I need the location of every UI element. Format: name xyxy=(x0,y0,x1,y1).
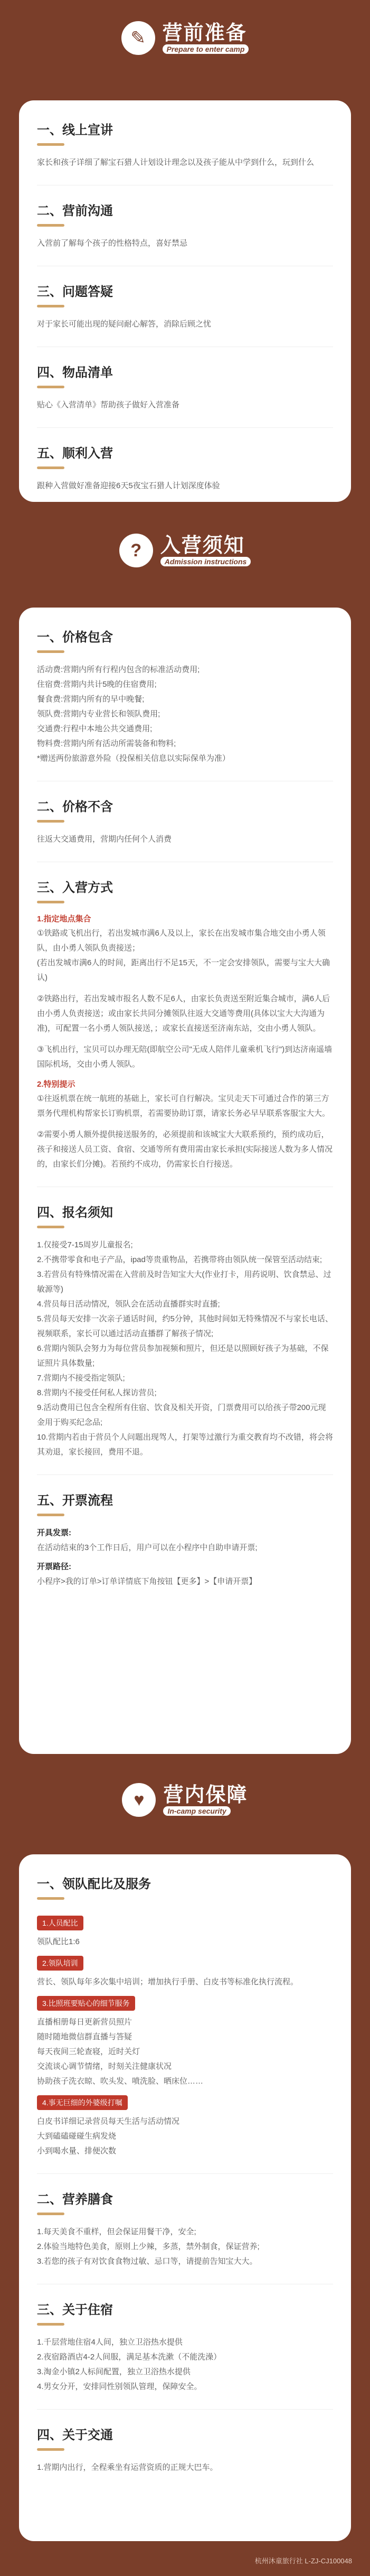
section-title: 营前准备 xyxy=(162,22,247,44)
list-item: 一、线上宣讲 家长和孩子详细了解宝石猎人计划设计理念以及孩子能从中学到什么，玩到什么 xyxy=(37,123,315,167)
section-title: 入营须知 xyxy=(160,534,245,557)
status-badge: 2.领队培训 xyxy=(37,1956,83,1971)
shield-icon: ♥ xyxy=(122,1783,156,1817)
card-prepare xyxy=(19,100,351,502)
list-item: 二、营前沟通 入营前了解每个孩子的性格特点，喜好禁忌 xyxy=(37,204,188,248)
question-bubble-icon: ? xyxy=(119,534,153,567)
section-subtitle: Admission instructions xyxy=(160,557,251,566)
section-title: 营内保障 xyxy=(163,1784,248,1806)
footer-license: 杭州沐童旅行社 L-ZJ-CJ100048 xyxy=(254,2557,352,2565)
card-security: 一、领队配比及服务 1.人员配比 领队配比1:6 2.领队培训 营长、领队每年多次集中培训；增加执行手册、白皮书等标准化执行流程。 3.比照班要贴心的细节服务 直播相册每日更新营员照片 随时随地微信群直播与答疑 每天夜间三轮查寝，近时关灯 交流谈心调节情绪，时刻关注健康状况 协助孩子洗衣晾、吹头发、喷洗脸、晒床位…… 4.事无巨细的外婆级打嘱 白皮书详细记录营员每天生活与活动情况 大到磕磕碰碰生病发烧 小到喝水量、排便次数 二、营养膳食 1.每天美食不重样，但会保证用餐干净，安全; 2.体验当地特色美食，原则上少辣，多蒸，禁外制食，保证营养; 3.若您的孩子有对饮食食物过敏、忌口等，请提前告知宝大大。 三、关于住宿 1.千层营地住宿4人间，独立卫浴热水提供 2.夜宿路酒店4-2人间服，满足基本洗漱（不能洗澡） 3.淘金小镇2人标间配置，独立卫浴热水提供 4.男女分开，安排同性别领队管理，保障安全。 四、关于交通 1.营期内出行，全程乘坐有运营资质的正规大巴车。 xyxy=(19,1854,351,2541)
list-item: 三、问题答疑 对于家长可能出现的疑问耐心解答，消除后顾之忧 xyxy=(37,285,212,329)
status-badge: 1.人员配比 xyxy=(37,1916,83,1930)
section-header-security xyxy=(0,1783,370,1817)
section-subtitle: Prepare to enter camp xyxy=(163,44,249,54)
list-item: 四、物品清单 贴心《入营清单》帮助孩子做好入营准备 xyxy=(37,366,180,409)
section-header-instructions xyxy=(0,534,370,567)
section-subtitle: In-camp security xyxy=(163,1806,230,1816)
clipboard-icon: ✎ xyxy=(121,21,155,55)
status-badge: 4.事无巨细的外婆级打嘱 xyxy=(37,2095,128,2110)
card-instructions: 一、价格包含 活动费:营期内所有行程内包含的标准活动费用; 住宿费:营期内共计5晚的住宿费用; 餐食费:营期内所有的早中晚餐; 领队费:营期内专业营长和领队费用; 交通费:行程中本地公共交通费用; 物料费:营期内所有活动所需装备和物料; *赠送两份旅游意外险（投保相关信息以实际保单为准） 二、价格不含 往返大交通费用，营期内任何个人消费 三、入营方式 1.指定地点集合 ①铁路或飞机出行，若出发城市满6人及以上，家长在出发城市集合地交由小勇人领队，由小勇人领队负责接送； (若出发城市满6人的时间，距离出行不足15天，不一定会安排领队，需要与宝大大确认) ②铁路出行，若出发城市报名人数不足6人，由家长负责送至附近集合城市，满6人后由小勇人负责接送；或由家长共同分摊领队往返大交通等费用(具体以宝大大沟通为准)，可配置一名小勇人领队接送，；或家长直接送至济南东站，交由小勇人领队。 ③飞机出行，宝贝可以办理无陪(即航空公司"无成人陪伴儿童乘机飞行")到达济南遥墙国际机场，交由小勇人领队。 2.特别提示 ①往返机票在统一航班的基础上，家长可自行解决。宝贝走天下可通过合作的第三方票务代理机构帮家长订购机票，若需要协助订票，请家长务必早早联系客服宝大大。 ②需要小勇人额外提供接送服务的，必须提前和该城宝大大联系预约，预约成功后，孩子和接送人员工资、食宿、交通等所有费用需由家长承担(实际接送人数为多人情况的，由家长们分摊)。若预约不成功，仍需家长自行接送。 四、报名须知 1.仅接受7-15周岁儿童报名; 2.不携带零食和电子产品，ipad等贵重物品，若携带将由领队统一保管至活动结束; 3.若营员有特殊情况需在入营前及时告知宝大大(作业打卡，用药说明、饮食禁忌、过敏源等) 4.营员每日活动情况，领队会在活动直播群实时直播; 5.营员每天安排一次亲子通话时间，约5分钟，其他时间如无特殊情况不与家长电话、视频联系，家长可以通过活动直播群了解孩子情况; 6.营期内领队会努力为每位营员参加视频和照片，但还是以照顾好孩子为基础，不保证照片具体数量; 7.营期内不接受指定领队; 8.营期内不接受任何私人探访营员; 9.活动费用已包含全程所有住宿、饮食及相关开资，门票费用可以给孩子带200元现金用于购买纪念品; 10.营期内若由于营员个人问题出现驾人，打架等过激行为重交教育均不改错，将会将其劝退，家长接回，费用不退。 五、开票流程 开具发票: 在活动结束的3个工作日后，用户可以在小程序中自助申请开票; 开票路径: 小程序>我的订单>订单详情底下角按钮【更多】>【申请开票】 xyxy=(19,608,351,1754)
status-badge: 3.比照班要贴心的细节服务 xyxy=(37,1996,135,2011)
list-item: 五、顺利入营 跟种入营做好准备迎接6天5夜宝石猎人计划深度体验 xyxy=(37,446,220,490)
section-header-prepare xyxy=(0,21,370,55)
